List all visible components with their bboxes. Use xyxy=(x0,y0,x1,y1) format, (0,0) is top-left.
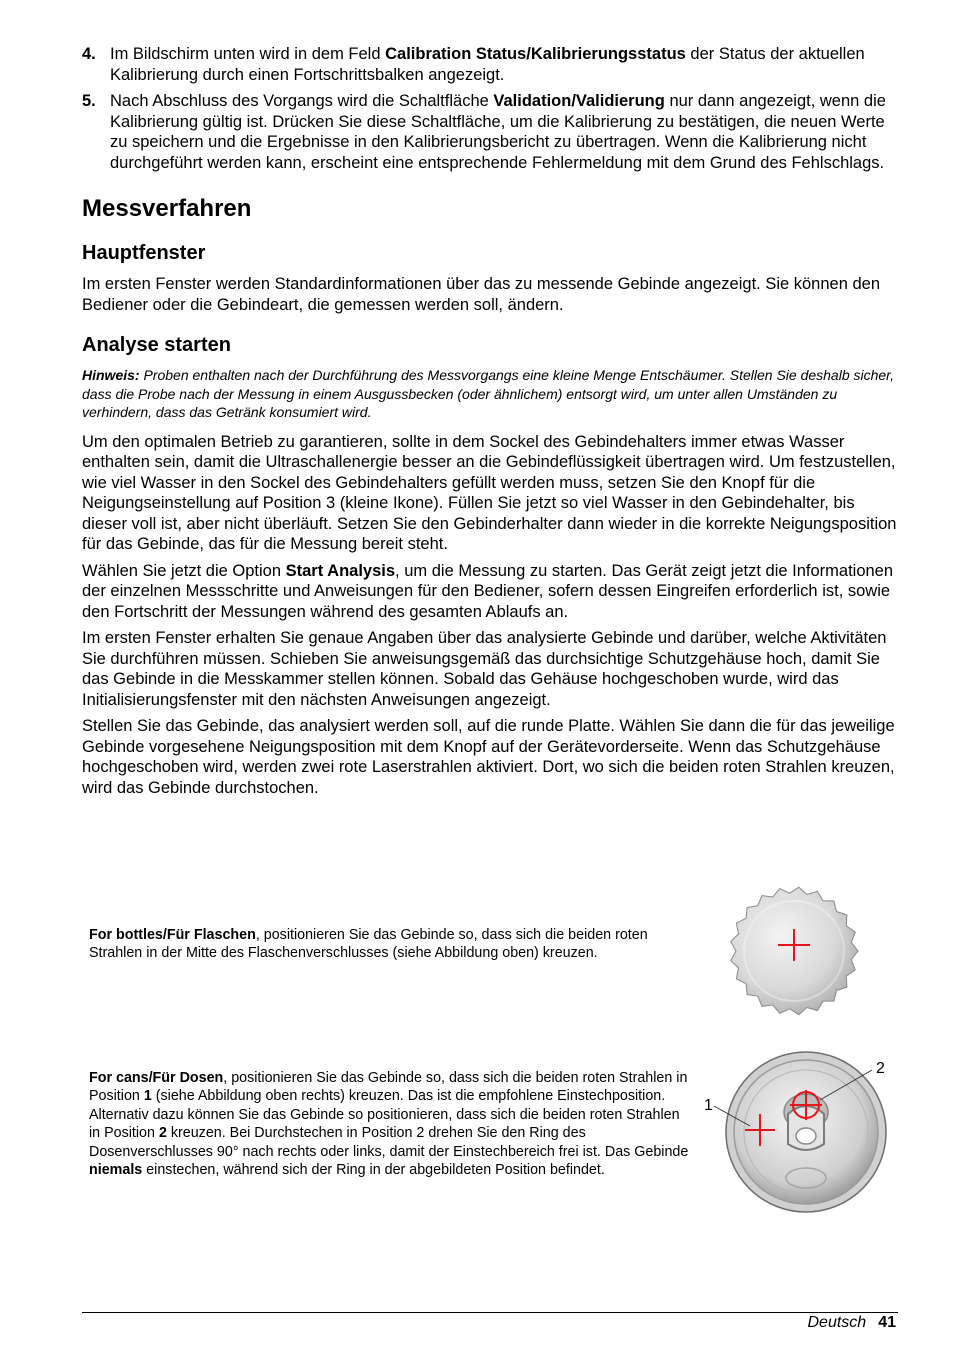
page-number: 41 xyxy=(878,1314,896,1331)
main-window-text: Im ersten Fenster werden Standardinformationen über das zu messende Gebinde angezeigt. Sie können den Bediener oder die Gebindeart, die gemessen werden soll, ändern. xyxy=(82,275,880,314)
note-text: Proben enthalten nach der Durchführung des Messvorgangs eine kleine Menge Entschäumer. Stellen Sie deshalb sicher, dass die Probe nach der Messung in einem Ausgussbecken (oder ähnlichem) entsorgt wird, um unter allen Umständen zu verhindern, dass das Getränk konsumiert wird. xyxy=(82,367,894,420)
paragraph xyxy=(82,561,898,623)
bottles-label: For bottles/Für Flaschen xyxy=(89,927,256,943)
note xyxy=(82,366,898,422)
footer-language: Deutsch xyxy=(807,1314,867,1331)
section-title: Messverfahren xyxy=(82,195,252,222)
paragraph-text: Wählen Sie jetzt die Option xyxy=(82,561,286,580)
page-content xyxy=(82,44,898,804)
paragraph-text: , um die Messung zu starten. Das Gerät zeigt jetzt die Informationen der einzelnen Messschritte und Anweisungen für den Bediener, sofern dessen Eingreifen erforderlich ist, sowie den Fortschritt der Messungen während des gesamten Ablaufs an. xyxy=(82,561,894,621)
cans-bold: 2 xyxy=(158,1125,167,1142)
bottles-instructions xyxy=(89,926,684,963)
callout-label-2: 2 xyxy=(876,1060,885,1077)
step-number: 4. xyxy=(82,45,96,63)
step-text: der Status der aktuellen Kalibrierung durch einen Fortschrittsbalken angezeigt. xyxy=(110,45,865,84)
subsection-title-main-window: Hauptfenster xyxy=(82,242,206,264)
paragraph: Stellen Sie das Gebinde, das analysiert werden soll, auf die runde Platte. Wählen Sie dann die für das jeweilige Gebinde vorgesehene Neigungsposition mit dem Knopf auf der Gerätevorderseite. Wenn das Schutzgehäuse hochgeschoben wird, werden zwei rote Laserstrahlen aktiviert. Dort, wo sich die beiden roten Strahlen kreuzen, wird das Gebinde durchstochen. xyxy=(82,717,895,797)
step-item xyxy=(82,91,898,173)
footer xyxy=(808,1313,897,1333)
paragraph-bold: Start Analysis xyxy=(285,561,396,580)
can-lid-illustration xyxy=(700,1048,894,1216)
step-number: 5. xyxy=(82,92,96,110)
subsection-title-start-analysis: Analyse starten xyxy=(82,334,231,356)
paragraph: Im ersten Fenster erhalten Sie genaue Angaben über das analysierte Gebinde und darüber, welche Aktivitäten Sie durchführen müssen. Schieben Sie anweisungsgemäß das durchsichtige Schutzgehäuse hoch, damit Sie das Gebinde in die Messkammer stellen können. Sobald das Gehäuse hochgeschoben wurde, wird das Initialisierungsfenster mit den nächsten Anweisungen angezeigt. xyxy=(82,629,887,709)
cans-text: (siehe Abbildung oben rechts) kreuzen. Das ist die empfohlene Einstechposition. Alternativ dazu können Sie das Gebinde so positionieren, dass sich die beiden roten Strahlen in Position xyxy=(89,1088,680,1142)
cans-instructions xyxy=(89,1069,694,1179)
cans-text: kreuzen. Bei Durchstechen in Position 2 drehen Sie den Ring des Dosenverschlusses 90° nach rechts oder links, damit der Einstechbereich frei ist. Das Gebinde xyxy=(89,1125,689,1160)
step-text: Nach Abschluss des Vorgangs wird die Schaltfläche xyxy=(110,92,494,110)
step-bold: Validation/Validierung xyxy=(493,92,665,110)
step-list xyxy=(82,44,898,173)
cans-label: For cans/Für Dosen xyxy=(89,1070,224,1086)
cans-text: , positionieren Sie das Gebinde so, dass sich die beiden roten Strahlen in Position xyxy=(89,1070,688,1105)
cans-bold: 1 xyxy=(143,1088,152,1105)
callout-label-1: 1 xyxy=(704,1097,713,1114)
cans-bold: niemals xyxy=(89,1162,143,1179)
cans-text: einstechen, während sich der Ring in der abgebildeten Position befindet. xyxy=(142,1162,605,1179)
footer-divider xyxy=(82,1312,898,1313)
step-text: Im Bildschirm unten wird in dem Feld xyxy=(110,45,386,63)
step-text: nur dann angezeigt, wenn die Kalibrierung gültig ist. Drücken Sie diese Schaltfläche, um die Kalibrierung zu bestätigen, die neuen Werte zu speichern und die Ergebnisse in den Kalibrierungsbericht zu übertragen. Wenn die Kalibrierung nicht durchgeführt werden kann, erscheint eine entsprechende Fehlermeldung mit dem Grund des Fehlschlags. xyxy=(110,92,886,172)
step-bold: Calibration Status/Kalibrierungsstatus xyxy=(385,45,686,63)
bottles-text: , positionieren Sie das Gebinde so, dass sich die beiden roten Strahlen in der Mitte des Flaschenverschlusses (siehe Abbildung oben) kreuzen. xyxy=(89,927,648,962)
paragraph: Um den optimalen Betrieb zu garantieren, sollte in dem Sockel des Gebindehalters immer etwas Wasser enthalten sein, damit die Ultraschallenergie besser an die Gebindeflüssigkeit übertragen wird. Um festzustellen, wie viel Wasser in den Sockel des Gebindehalters gefüllt werden muss, setzen Sie den Knopf für die Neigungseinstellung auf Position 3 (kleine Ikone). Füllen Sie jetzt so viel Wasser in den Gebindehalter, bis dieser voll ist, aber nicht überläuft. Setzen Sie den Gebinderhalter dann wieder in die korrekte Neigungsposition für das Gebinde, das für die Messung bereit steht. xyxy=(82,432,897,553)
note-label: Hinweis: xyxy=(82,367,140,383)
step-item xyxy=(82,44,898,85)
bottle-cap-illustration xyxy=(728,885,860,1017)
